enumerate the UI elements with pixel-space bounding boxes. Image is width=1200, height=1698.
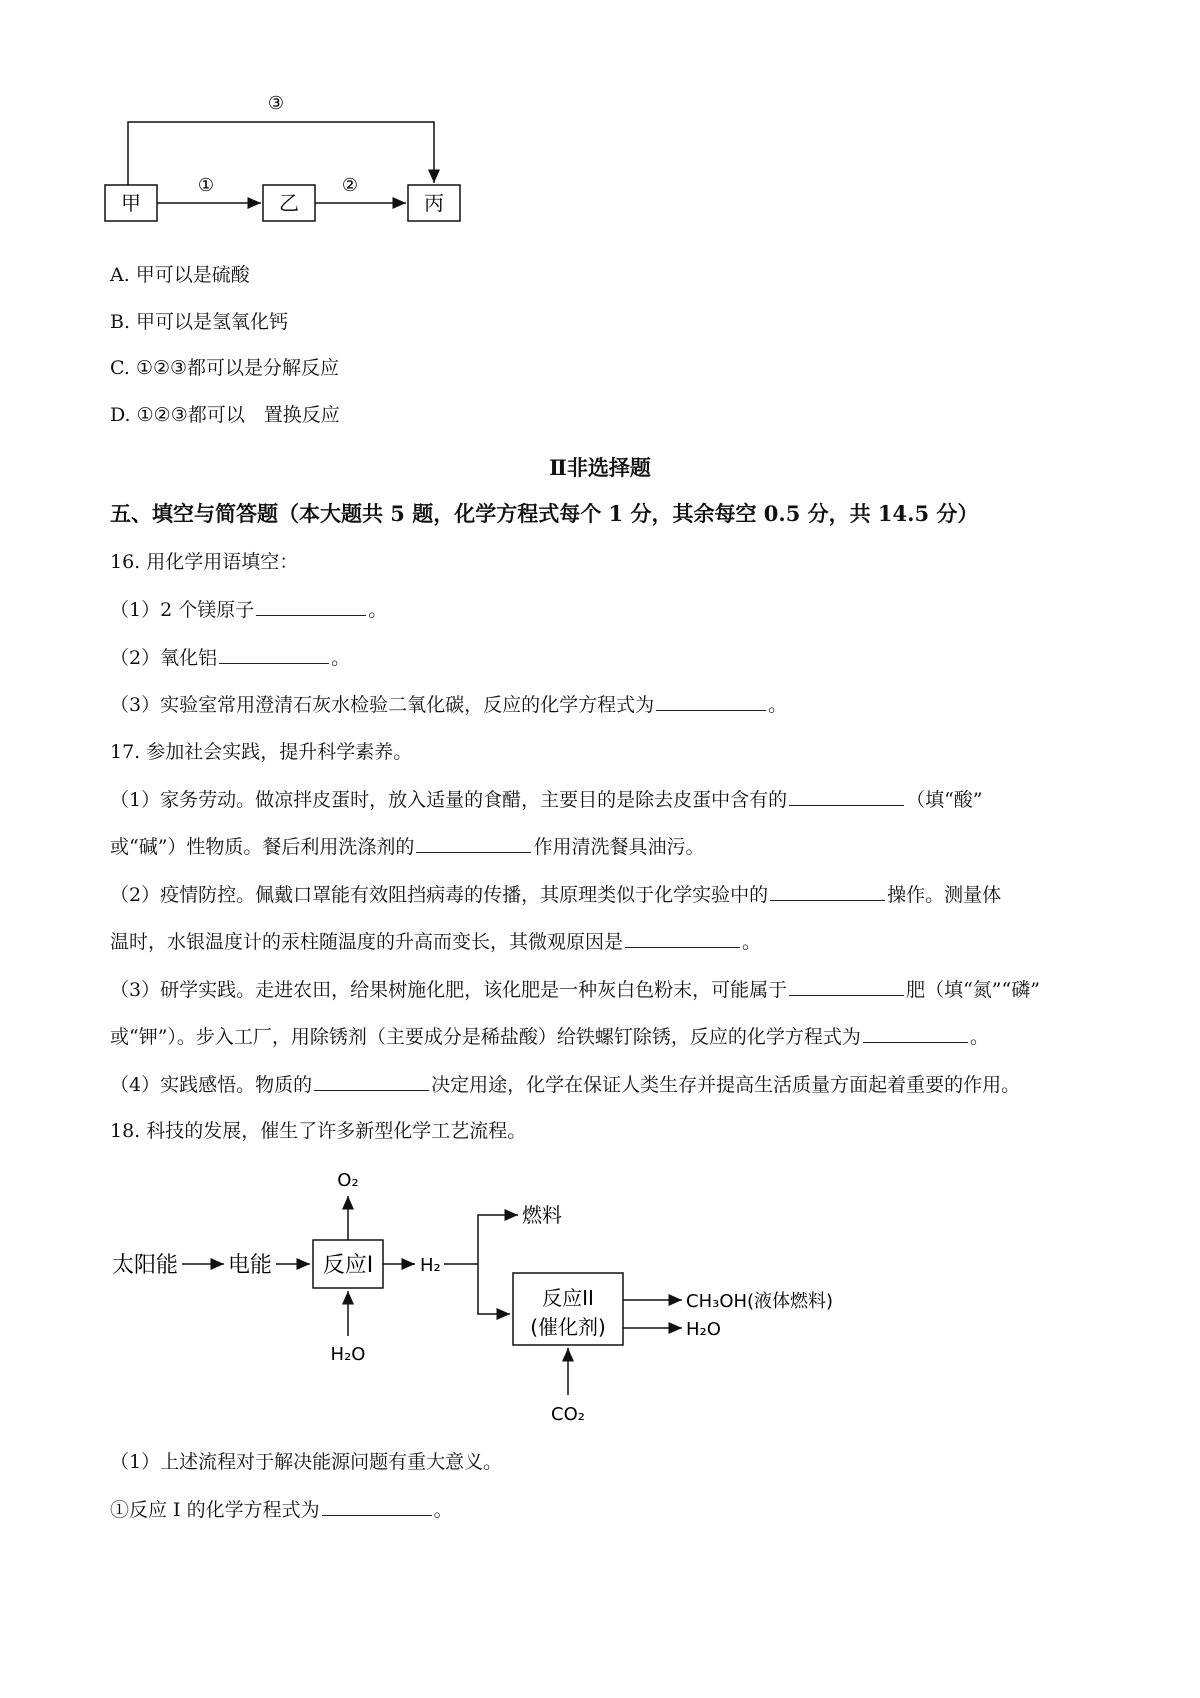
node-a-label: 甲 [121, 191, 141, 215]
q17-part1-line1 [110, 787, 983, 812]
answer-blank[interactable] [314, 1072, 429, 1091]
q16-part3-text: （3）实验室常用澄清石灰水检验二氧化碳，反应的化学方程式为 [110, 694, 655, 716]
q18-part1-1-text: ①反应 I 的化学方程式为 [110, 1499, 320, 1521]
arrow-2-label: ② [341, 175, 359, 196]
reaction2-catalyst-label: (催化剂) [530, 1315, 606, 1339]
q16-part1 [110, 597, 387, 622]
period: 。 [969, 1026, 989, 1048]
transformation-diagram [100, 85, 470, 245]
q17-part2-text-a: （2）疫情防控。佩戴口罩能有效阻挡病毒的传播，其原理类似于化学实验中的 [110, 884, 769, 906]
co2-label: CO₂ [551, 1404, 585, 1425]
process-flow-diagram [100, 1160, 920, 1435]
reaction1-label: 反应I [322, 1253, 374, 1278]
q16-stem: 16. 用化学用语填空： [110, 551, 299, 573]
answer-blank[interactable] [416, 834, 531, 853]
option-a: A. 甲可以是硫酸 [110, 264, 250, 286]
node-b-label: 乙 [279, 191, 299, 215]
answer-blank[interactable] [256, 597, 366, 616]
fuel-label: 燃料 [522, 1203, 562, 1227]
q17-part4 [110, 1072, 1020, 1097]
option-c: C. ①②③都可以是分解反应 [110, 357, 340, 379]
solar-energy-label: 太阳能 [112, 1253, 179, 1278]
q17-part2-text-b: 操作。测量体 [887, 884, 1002, 906]
answer-blank[interactable] [322, 1497, 432, 1516]
q17-part3-line1 [110, 977, 1040, 1002]
period: 。 [368, 599, 388, 621]
q17-part2-line1 [110, 882, 1001, 907]
q17-part3-line2 [110, 1024, 989, 1049]
q17-part1-text-c: 或“碱”）性物质。餐后利用洗涤剂的 [110, 836, 415, 858]
q17-part1-text-b: （填“酸” [906, 789, 983, 811]
electric-energy-label: 电能 [228, 1253, 273, 1278]
arrow-3 [128, 122, 434, 185]
answer-blank[interactable] [789, 977, 904, 996]
q16-part3 [110, 692, 787, 717]
reaction2-label: 反应II [542, 1286, 594, 1310]
arrow-reaction2 [478, 1264, 510, 1314]
period: 。 [742, 931, 762, 953]
q17-part3-text-c: 或“钾”）。步入工厂，用除锈剂（主要成分是稀盐酸）给铁螺钉除锈，反应的化学方程式为 [110, 1026, 861, 1048]
arrow-fuel [478, 1215, 518, 1264]
h2-label: H₂ [420, 1255, 441, 1276]
q17-part4-text-b: 决定用途，化学在保证人类生存并提高生活质量方面起着重要的作用。 [431, 1074, 1021, 1096]
section5-title: 五、填空与简答题（本大题共 5 题，化学方程式每个 1 分，其余每空 0.5 分，共 14.5 分） [110, 501, 979, 526]
answer-blank[interactable] [863, 1024, 968, 1043]
q17-part2-line2 [110, 929, 761, 954]
period: 。 [433, 1499, 453, 1521]
q16-part1-text: （1）2 个镁原子 [110, 599, 255, 621]
q18-part1: （1）上述流程对于解决能源问题有重大意义。 [110, 1451, 503, 1473]
option-b: B. 甲可以是氢氧化钙 [110, 311, 289, 333]
answer-blank[interactable] [789, 787, 904, 806]
q16-part2-text: （2）氧化铝 [110, 647, 218, 669]
q17-part1-line2 [110, 834, 704, 859]
period: 。 [331, 647, 351, 669]
h2o-out-label: H₂O [686, 1319, 721, 1340]
arrow-1-label: ① [197, 175, 215, 196]
answer-blank[interactable] [625, 929, 740, 948]
q17-stem: 17. 参加社会实践，提升科学素养。 [110, 741, 413, 763]
q17-part4-text-a: （4）实践感悟。物质的 [110, 1074, 313, 1096]
q18-stem: 18. 科技的发展，催生了许多新型化学工艺流程。 [110, 1120, 527, 1142]
q17-part3-text-a: （3）研学实践。走进农田，给果树施化肥，该化肥是一种灰白色粉末，可能属于 [110, 979, 788, 1001]
q17-part2-text-c: 温时，水银温度计的汞柱随温度的升高而变长，其微观原因是 [110, 931, 624, 953]
answer-blank[interactable] [219, 645, 329, 664]
q16-part2 [110, 645, 350, 670]
part2-title: Ⅱ非选择题 [549, 455, 651, 480]
option-d: D. ①②③都可以 置换反应 [110, 404, 340, 426]
h2o-in-label: H₂O [330, 1344, 366, 1365]
node-c-label: 丙 [424, 191, 444, 215]
q17-part3-text-b: 肥（填“氮”“磷” [906, 979, 1040, 1001]
q17-part1-text-a: （1）家务劳动。做凉拌皮蛋时，放入适量的食醋，主要目的是除去皮蛋中含有的 [110, 789, 788, 811]
o2-label: O₂ [337, 1170, 359, 1191]
arrow-3-label: ③ [267, 93, 285, 114]
q18-part1-1 [110, 1497, 453, 1522]
period: 。 [768, 694, 788, 716]
answer-blank[interactable] [656, 692, 766, 711]
ch3oh-label: CH₃OH(液体燃料) [686, 1291, 834, 1312]
q17-part1-text-d: 作用清洗餐具油污。 [533, 836, 705, 858]
answer-blank[interactable] [770, 882, 885, 901]
